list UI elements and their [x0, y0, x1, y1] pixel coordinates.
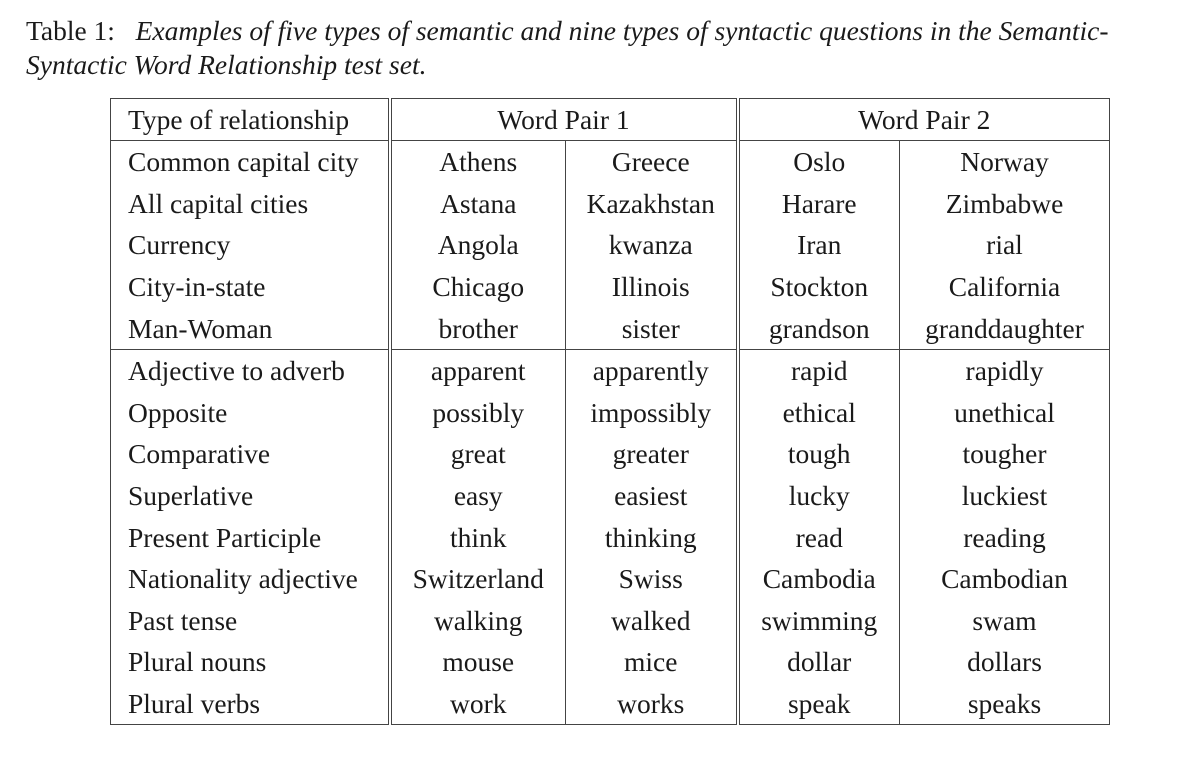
word-cell: lucky	[738, 475, 900, 517]
word-cell: unethical	[900, 392, 1110, 434]
word-cell: rial	[900, 224, 1110, 266]
caption-label: Table 1:	[26, 15, 115, 46]
word-cell: impossibly	[566, 392, 738, 434]
word-cell: read	[738, 516, 900, 558]
table-row	[111, 516, 1110, 558]
word-cell: Switzerland	[390, 558, 566, 600]
word-cell: great	[390, 433, 566, 475]
word-cell: walking	[390, 600, 566, 642]
header-word-pair-2: Word Pair 2	[738, 99, 1110, 141]
relationship-cell: Plural verbs	[111, 683, 390, 725]
table-caption	[26, 14, 1186, 82]
word-cell: easy	[390, 475, 566, 517]
word-cell: easiest	[566, 475, 738, 517]
word-cell: Cambodian	[900, 558, 1110, 600]
table-header-row	[111, 99, 1110, 141]
word-cell: Kazakhstan	[566, 183, 738, 225]
word-cell: reading	[900, 516, 1110, 558]
word-cell: ethical	[738, 392, 900, 434]
word-cell: dollars	[900, 641, 1110, 683]
word-cell: rapidly	[900, 349, 1110, 391]
word-cell: Illinois	[566, 266, 738, 308]
word-cell: speaks	[900, 683, 1110, 725]
caption-text: Examples of five types of semantic and nine types of syntactic questions in the Semantic-Syntactic Word Relationship test set.	[26, 15, 1109, 80]
word-cell: luckiest	[900, 475, 1110, 517]
table-row	[111, 433, 1110, 475]
word-cell: Greece	[566, 141, 738, 183]
relationship-cell: City-in-state	[111, 266, 390, 308]
syntactic-section	[111, 349, 1110, 724]
word-cell: California	[900, 266, 1110, 308]
word-cell: Norway	[900, 141, 1110, 183]
table-row	[111, 183, 1110, 225]
table-row	[111, 266, 1110, 308]
word-cell: speak	[738, 683, 900, 725]
word-cell: kwanza	[566, 224, 738, 266]
table-row	[111, 392, 1110, 434]
table-row	[111, 307, 1110, 349]
word-cell: sister	[566, 307, 738, 349]
word-cell: mice	[566, 641, 738, 683]
word-cell: think	[390, 516, 566, 558]
word-cell: tough	[738, 433, 900, 475]
word-cell: Iran	[738, 224, 900, 266]
relationship-cell: Common capital city	[111, 141, 390, 183]
table-row	[111, 349, 1110, 391]
word-cell: Swiss	[566, 558, 738, 600]
word-cell: mouse	[390, 641, 566, 683]
word-cell: work	[390, 683, 566, 725]
word-cell: walked	[566, 600, 738, 642]
word-cell: rapid	[738, 349, 900, 391]
word-cell: granddaughter	[900, 307, 1110, 349]
semantic-section	[111, 141, 1110, 350]
table-row	[111, 600, 1110, 642]
relationship-cell: Currency	[111, 224, 390, 266]
relationship-cell: Man-Woman	[111, 307, 390, 349]
word-cell: dollar	[738, 641, 900, 683]
table-row	[111, 683, 1110, 725]
word-cell: Cambodia	[738, 558, 900, 600]
table-row	[111, 641, 1110, 683]
word-cell: Harare	[738, 183, 900, 225]
relationship-cell: Nationality adjective	[111, 558, 390, 600]
word-cell: Stockton	[738, 266, 900, 308]
word-cell: Zimbabwe	[900, 183, 1110, 225]
relationship-cell: Superlative	[111, 475, 390, 517]
relationship-cell: Past tense	[111, 600, 390, 642]
word-cell: grandson	[738, 307, 900, 349]
relationship-cell: All capital cities	[111, 183, 390, 225]
header-word-pair-1: Word Pair 1	[390, 99, 738, 141]
relationship-cell: Adjective to adverb	[111, 349, 390, 391]
relationship-cell: Opposite	[111, 392, 390, 434]
header-type-of-relationship: Type of relationship	[111, 99, 390, 141]
word-cell: Astana	[390, 183, 566, 225]
word-cell: apparent	[390, 349, 566, 391]
word-cell: brother	[390, 307, 566, 349]
table-row	[111, 558, 1110, 600]
word-cell: Chicago	[390, 266, 566, 308]
word-cell: Angola	[390, 224, 566, 266]
word-cell: thinking	[566, 516, 738, 558]
word-cell: swam	[900, 600, 1110, 642]
word-cell: possibly	[390, 392, 566, 434]
relationship-cell: Plural nouns	[111, 641, 390, 683]
relationship-cell: Present Participle	[111, 516, 390, 558]
word-cell: Athens	[390, 141, 566, 183]
table-row	[111, 141, 1110, 183]
word-cell: apparently	[566, 349, 738, 391]
word-cell: greater	[566, 433, 738, 475]
word-cell: tougher	[900, 433, 1110, 475]
relationship-cell: Comparative	[111, 433, 390, 475]
word-relationship-table	[110, 98, 1110, 725]
word-cell: swimming	[738, 600, 900, 642]
table-row	[111, 475, 1110, 517]
word-cell: Oslo	[738, 141, 900, 183]
word-cell: works	[566, 683, 738, 725]
table-row	[111, 224, 1110, 266]
